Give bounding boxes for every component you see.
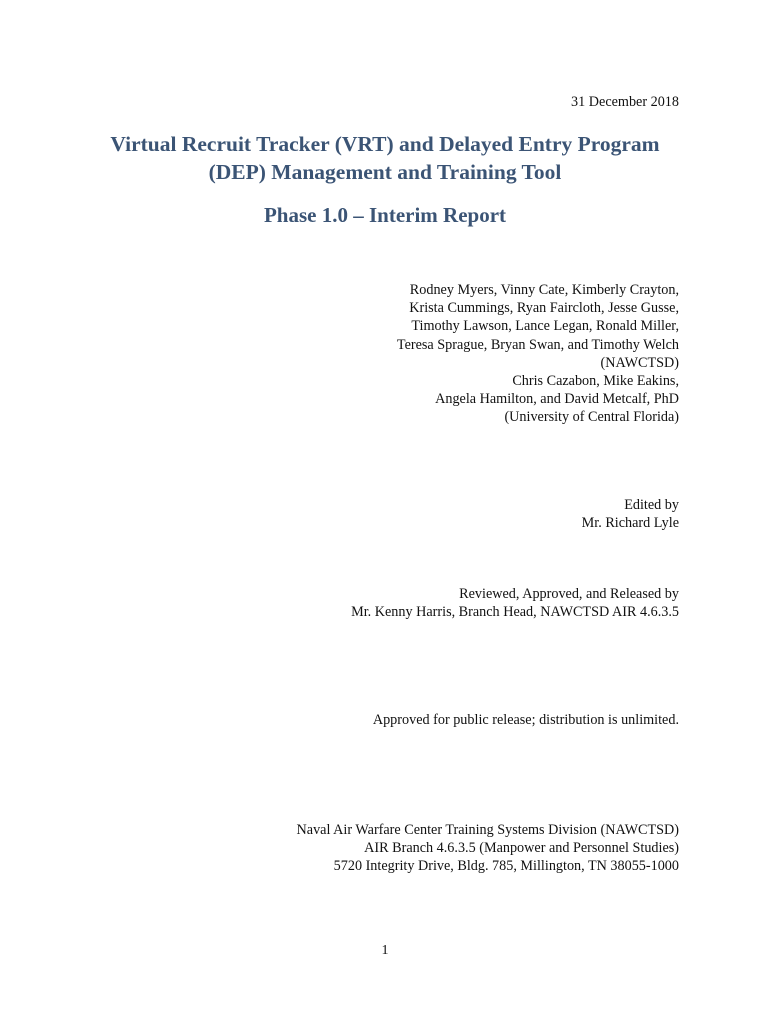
author-affiliation: (University of Central Florida) [504, 409, 679, 426]
editor-name: Mr. Richard Lyle [581, 515, 679, 532]
distribution-statement: Approved for public release; distribution is unlimited. [372, 712, 679, 728]
author-line: Timothy Lawson, Lance Legan, Ronald Miller, [411, 318, 679, 335]
page-number: 1 [381, 943, 389, 958]
organization-address [297, 821, 679, 876]
reviewed-by-label: Reviewed, Approved, and Released by [459, 586, 679, 602]
edited-by-label: Edited by [624, 497, 679, 513]
author-line: Krista Cummings, Ryan Faircloth, Jesse Gusse, [409, 300, 679, 317]
report-title [60, 130, 710, 186]
author-list [397, 281, 679, 427]
address-line: Naval Air Warfare Center Training Systems Division (NAWCTSD) [296, 822, 679, 838]
reviewer-name: Mr. Kenny Harris, Branch Head, NAWCTSD AIR 4.6.3.5 [351, 604, 679, 621]
address-line: AIR Branch 4.6.3.5 (Manpower and Personnel Studies) [364, 840, 679, 857]
report-title-line: (DEP) Management and Training Tool [208, 160, 562, 184]
report-date: 31 December 2018 [571, 94, 679, 110]
address-line: 5720 Integrity Drive, Bldg. 785, Millington, TN 38055-1000 [333, 858, 679, 875]
editor-block [582, 496, 679, 532]
report-subtitle: Phase 1.0 – Interim Report [263, 203, 507, 227]
author-line: Teresa Sprague, Bryan Swan, and Timothy Welch [396, 336, 679, 353]
author-line: Angela Hamilton, and David Metcalf, PhD [435, 391, 679, 408]
author-line: Rodney Myers, Vinny Cate, Kimberly Crayton, [409, 282, 679, 298]
reviewer-block [351, 585, 679, 621]
author-line: Chris Cazabon, Mike Eakins, [512, 373, 679, 390]
report-title-line: Virtual Recruit Tracker (VRT) and Delayed Entry Program [110, 132, 660, 156]
author-affiliation: (NAWCTSD) [600, 354, 679, 371]
